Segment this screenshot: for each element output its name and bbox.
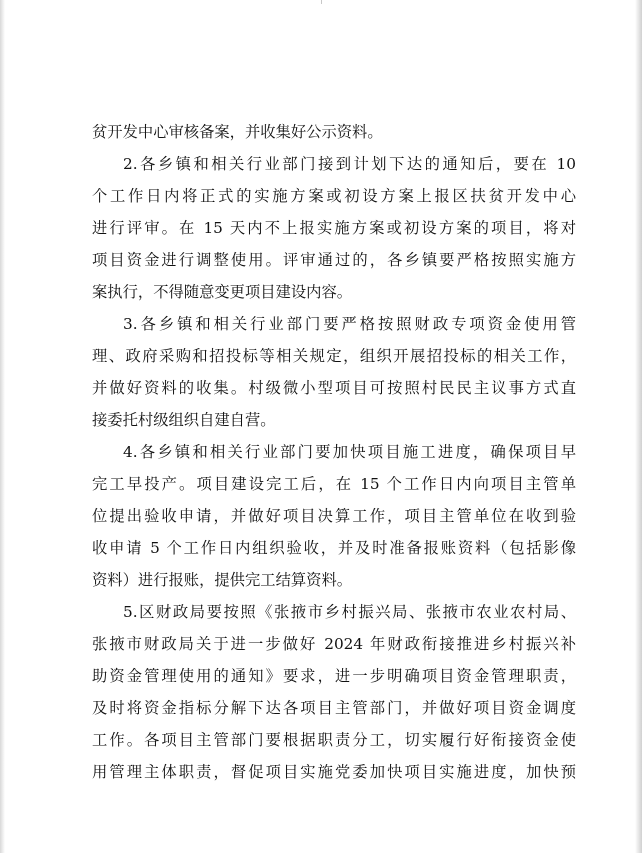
text-line: 接委托村级组织自建自营。 xyxy=(92,411,276,429)
text-line: 资料）进行报账，提供完工结算资料。 xyxy=(92,571,353,589)
text-line: 及时将资金指标分解下达各项目主管部门，并做好项目资金调度 xyxy=(92,699,576,717)
text-line: 4.各乡镇和相关行业部门要加快项目施工进度，确保项目早 xyxy=(123,443,576,461)
text-line: 用管理主体职责，督促项目实施党委加快项目实施进度，加快预 xyxy=(92,763,576,781)
text-line: 贫开发中心审核备案，并收集好公示资料。 xyxy=(92,123,383,141)
text-line: 助资金管理使用的通知》要求，进一步明确项目资金管理职责， xyxy=(92,667,576,685)
text-line: 位提出验收申请，并做好项目决算工作，项目主管单位在收到验 xyxy=(92,507,576,525)
page-top-mark xyxy=(321,0,322,4)
text-line: 5.区财政局要按照《张掖市乡村振兴局、张掖市农业农村局、 xyxy=(123,603,576,621)
text-line: 案执行，不得随意变更项目建设内容。 xyxy=(92,283,353,301)
page-left-edge xyxy=(0,0,5,853)
text-line: 工作。各项目主管部门要根据职责分工，切实履行好衔接资金使 xyxy=(92,731,576,749)
text-line: 张掖市财政局关于进一步做好 2024 年财政衔接推进乡村振兴补 xyxy=(92,635,576,653)
text-line: 并做好资料的收集。村级微小型项目可按照村民民主议事方式直 xyxy=(92,379,576,397)
text-line: 收申请 5 个工作日内组织验收，并及时准备报账资料（包括影像 xyxy=(92,539,576,557)
text-line: 个工作日内将正式的实施方案或初设方案上报区扶贫开发中心 xyxy=(92,187,576,205)
text-line: 完工早投产。项目建设完工后，在 15 个工作日内向项目主管单 xyxy=(92,475,576,493)
text-line: 3.各乡镇和相关行业部门要严格按照财政专项资金使用管 xyxy=(123,315,576,333)
page-right-edge xyxy=(635,0,642,853)
text-line: 进行评审。在 15 天内不上报实施方案或初设方案的项目，将对 xyxy=(92,219,576,237)
document-body xyxy=(92,116,576,788)
text-line: 项目资金进行调整使用。评审通过的，各乡镇要严格按照实施方 xyxy=(92,251,576,269)
text-line: 2.各乡镇和相关行业部门接到计划下达的通知后，要在 10 xyxy=(123,155,576,173)
text-line: 理、政府采购和招投标等相关规定，组织开展招投标的相关工作， xyxy=(92,347,576,365)
